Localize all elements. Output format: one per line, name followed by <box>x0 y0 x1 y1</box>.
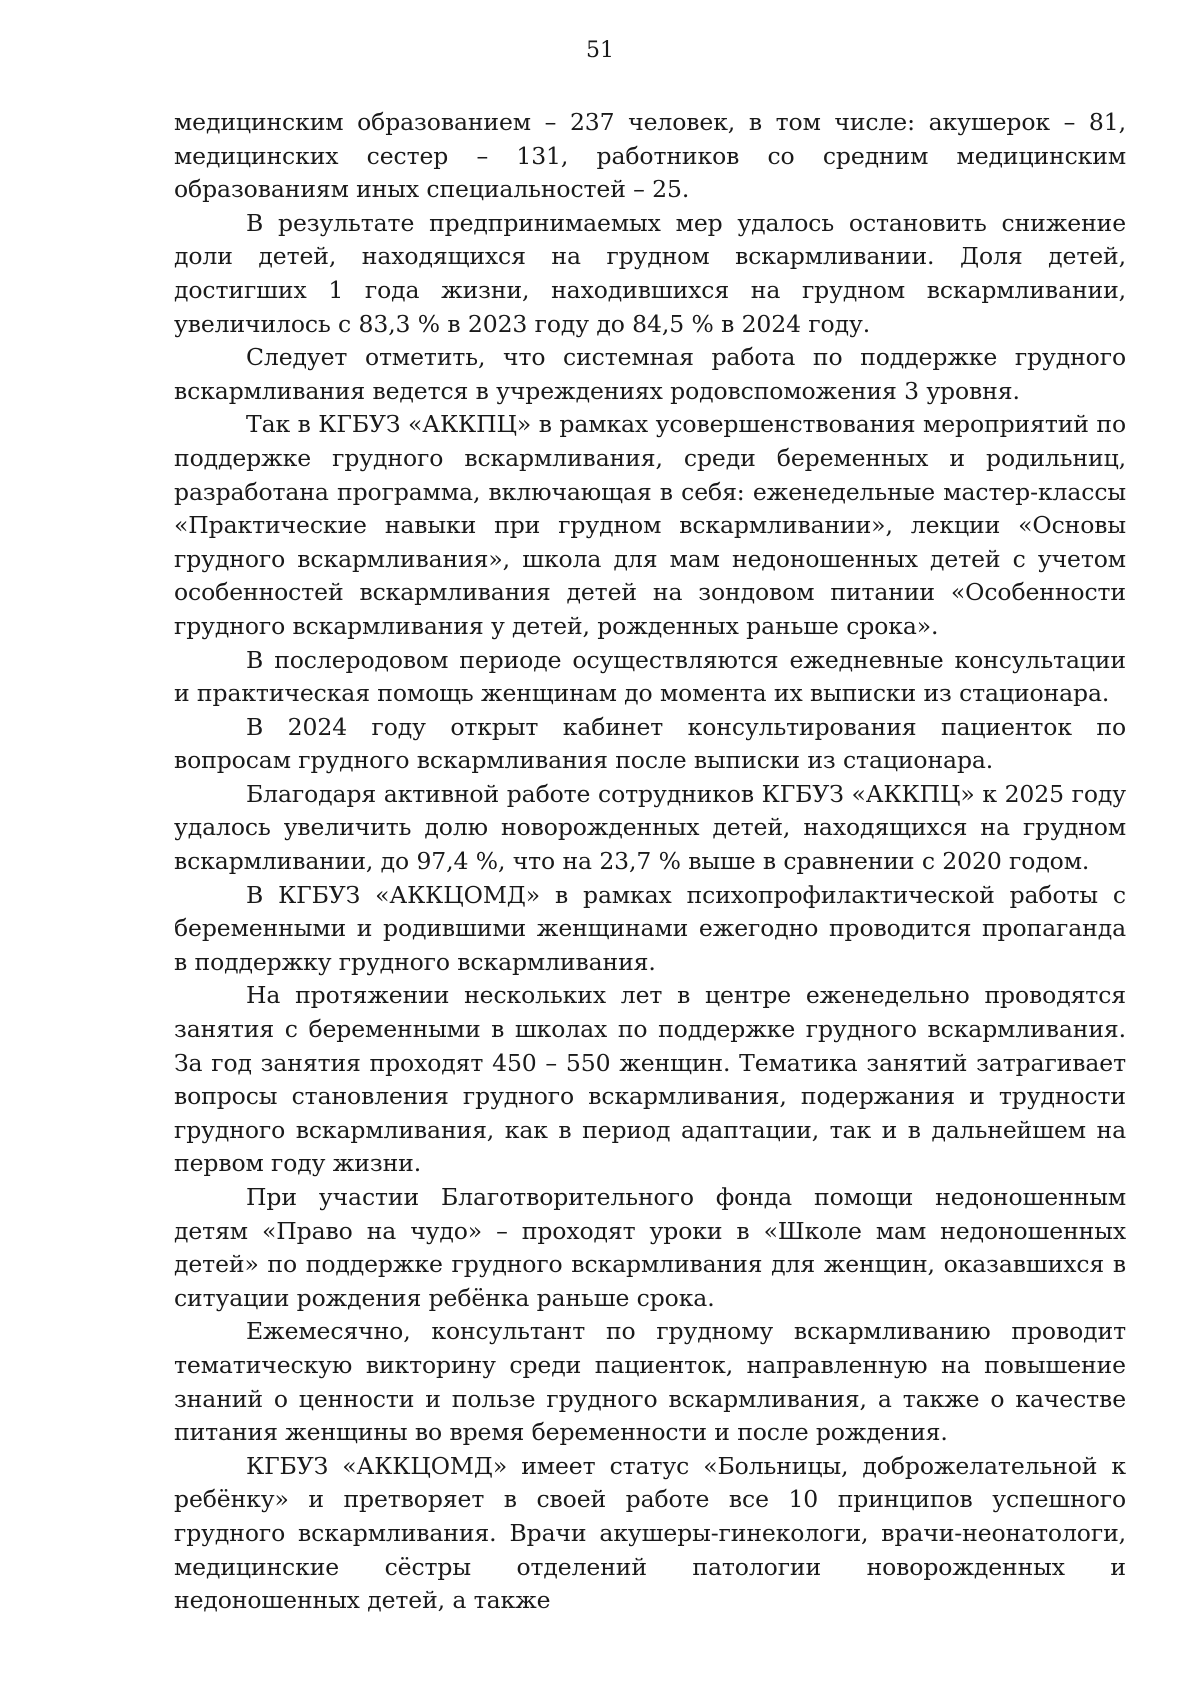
paragraph-akkpc-results: Благодаря активной работе сотрудников КГБУЗ «АККПЦ» к 2025 году удалось увеличить долю новорожденных детей, находящихся на грудном вскармливании, до 97,4 %, что на 23,7 % выше в сравнении с 2020 годом. <box>174 779 1126 876</box>
body-text <box>174 106 1126 1618</box>
paragraph-systemic-work: Следует отметить, что системная работа по поддержке грудного вскармливания ведется в учреждениях родовспоможения 3 уровня. <box>174 343 1126 405</box>
paragraph-akkpc-program: Так в КГБУЗ «АККПЦ» в рамках усовершенствования мероприятий по поддержке грудного вскармливания, среди беременных и родильниц, разработана программа, включающая в себя: еженедельные мастер-классы «Практические навыки при грудном вскармливании», лекции «Основы грудного вскармливания», школа для мам недоношенных детей с учетом особенностей вскармливания детей на зондовом питании «Особенности грудного вскармливания у детей, рожденных раньше срока». <box>174 410 1126 640</box>
paragraph-weekly-classes: На протяжении нескольких лет в центре еженедельно проводятся занятия с беременными в школах по поддержке грудного вскармливания. За год занятия проходят 450 – 550 женщин. Тематика занятий затрагивает вопросы становления грудного вскармливания, подержания и трудности грудного вскармливания, как в период адаптации, так и в дальнейшем на первом году жизни. <box>174 981 1126 1178</box>
paragraph-charity-fund: При участии Благотворительного фонда помощи недоношенным детям «Право на чудо» – проходят уроки в «Школе мам недоношенных детей» по поддержке грудного вскармливания для женщин, оказавшихся в ситуации рождения ребёнка раньше срока. <box>174 1183 1126 1312</box>
paragraph-baby-friendly-status: КГБУЗ «АККЦОМД» имеет статус «Больницы, доброжелательной к ребёнку» и претворяет в своей работе все 10 принципов успешного грудного вскармливания. Врачи акушеры-гинекологи, врачи-неонатологи, медицинские сёстры отделений патологии новорожденных и недоношенных детей, а также <box>174 1451 1126 1615</box>
paragraph-breastfeeding-share: В результате предпринимаемых мер удалось остановить снижение доли детей, находящихся на грудном вскармливании. Доля детей, достигших 1 года жизни, находившихся на грудном вскармливании, увеличилось с 83,3 % в 2023 году до 84,5 % в 2024 году. <box>174 208 1126 338</box>
paragraph-monthly-quiz: Ежемесячно, консультант по грудному вскармливанию проводит тематическую викторину среди пациенток, направленную на повышение знаний о ценности и пользе грудного вскармливания, а также о качестве питания женщины во время беременности и после рождения. <box>174 1317 1126 1447</box>
paragraph-continuation: медицинским образованием – 237 человек, в том числе: акушерок – 81, медицинских сестер – 131, работников со средним медицинским образованиям иных специальностей – 25. <box>174 108 1126 204</box>
paragraph-postpartum-consultations: В послеродовом периоде осуществляются ежедневные консультации и практическая помощь женщинам до момента их выписки из стационара. <box>174 645 1126 708</box>
paragraph-consulting-office: В 2024 году открыт кабинет консультирования пациенток по вопросам грудного вскармливания после выписки из стационара. <box>174 712 1126 775</box>
page-number: 51 <box>586 38 614 63</box>
paragraph-akkcomd-propaganda: В КГБУЗ «АККЦОМД» в рамках психопрофилактической работы с беременными и родившими женщинами ежегодно проводится пропаганда в поддержку грудного вскармливания. <box>174 880 1126 976</box>
